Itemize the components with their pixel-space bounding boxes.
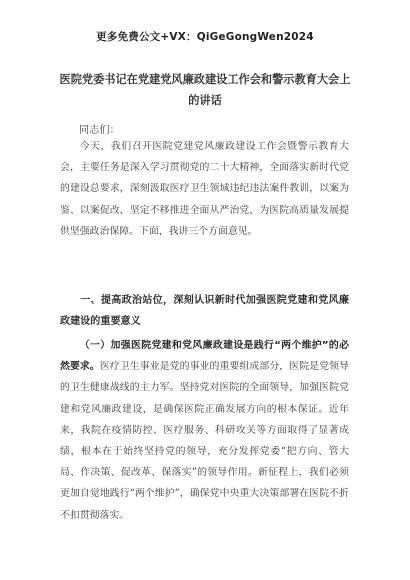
subsection-lead: （一）加强医院党建和党风廉政建设是践行“两个维护”的必然要求。 bbox=[60, 340, 349, 373]
salutation: 同志们： bbox=[79, 125, 120, 136]
watermark-header: 更多免费公文+VX：QiGeGongWen2024 bbox=[96, 31, 314, 43]
section-heading: 一、提高政治站位，深刻认识新时代加强医院党建和党风廉政建设的重要意义 bbox=[60, 295, 349, 328]
document-title: 医院党委书记在党建党风廉政建设工作会和警示教育大会上的讲话 bbox=[59, 73, 351, 107]
subsection-paragraph bbox=[60, 335, 349, 526]
subsection-body: 医疗卫生事业是党的事业的重要组成部分，医院是党领导的卫生健康战线的主力军。坚持党对医院的全面领导，加强医院党建和党风廉政建设，是确保医院正确发展方向的根本保证。近年来，我院在疫情防控、医疗服务、科研攻关等方面取得了显著成绩，根本在于始终坚持党的领导，充分发挥党委“把方向、管大局、作决策、促改革、保落实”的领导作用。新征程上，我们必须更加自觉地践行“两个维护”，确保党中央重大决策部署在医院不折不扣贯彻落实。 bbox=[60, 361, 349, 521]
intro-paragraph: 今天，我们召开医院党建党风廉政建设工作会暨警示教育大会，主要任务是深入学习贯彻党的二十大精神，全面落实新时代党的建设总要求，深刻汲取医疗卫生领域违纪违法案件教训，以案为鉴、以案促改，坚定不移推进全面从严治党，为医院高质量发展提供坚强政治保障。下面，我讲三个方面意见。 bbox=[60, 141, 349, 237]
